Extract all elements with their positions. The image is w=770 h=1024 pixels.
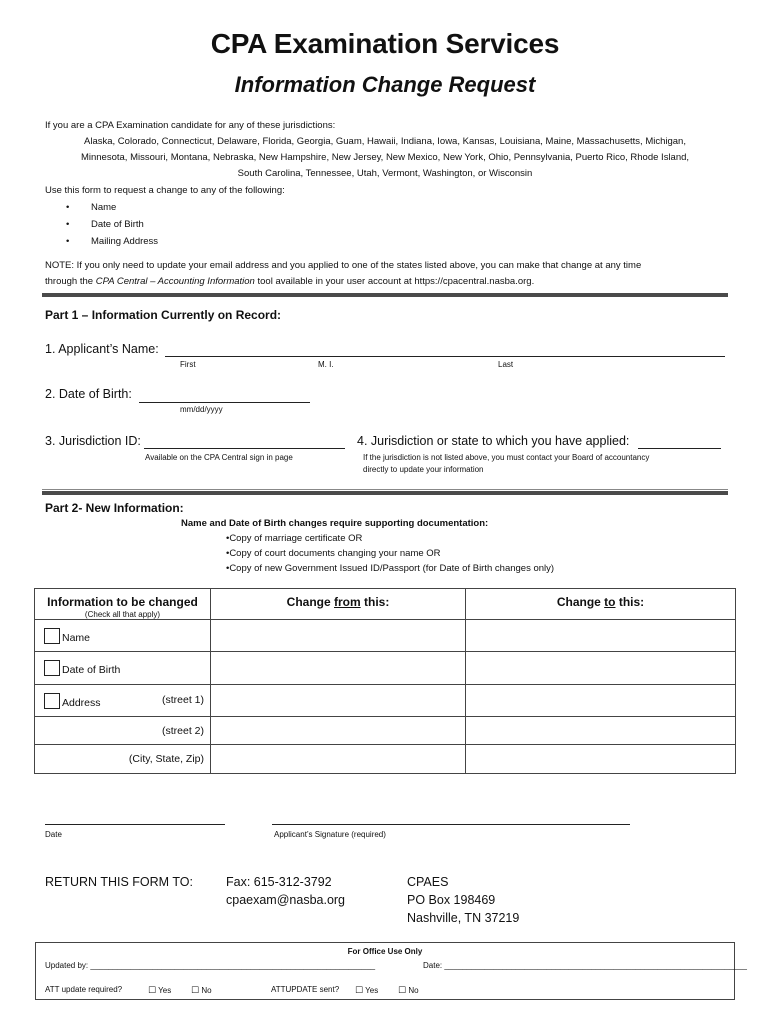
att-sent-no[interactable]: ☐ No — [398, 985, 419, 995]
jurisdiction-id-field[interactable] — [144, 435, 345, 449]
table-row — [35, 652, 736, 685]
col-header-to: Change to this: — [466, 589, 736, 620]
note-line-2: through the CPA Central – Accounting Information tool available in your user account at https://cpacentral.nasba.org. — [45, 276, 535, 287]
row-name-label: Name — [62, 631, 91, 644]
date-field[interactable] — [45, 813, 225, 825]
first-hint: First — [180, 360, 196, 369]
name-to-cell[interactable] — [466, 620, 736, 652]
jurisdiction-hint-1: If the jurisdiction is not listed above, you must contact your Board of accountancy — [363, 453, 650, 462]
jurisdiction-hint-2: directly to update your information — [363, 465, 484, 474]
row-address-cell — [35, 685, 211, 717]
checkbox-icon: ☐ — [191, 985, 200, 995]
intro-line: If you are a CPA Examination candidate for any of these jurisdictions: — [45, 120, 336, 131]
att-sent-yes[interactable]: ☐ Yes — [355, 985, 379, 995]
checkbox-icon: ☐ — [148, 985, 157, 995]
information-change-table — [34, 588, 736, 774]
city-from-cell[interactable] — [211, 745, 466, 774]
jurisdiction-id-hint: Available on the CPA Central sign in page — [145, 453, 293, 462]
name-from-cell[interactable] — [211, 620, 466, 652]
dob-field[interactable] — [139, 389, 310, 403]
row-name-cell — [35, 620, 211, 652]
office-use-heading: For Office Use Only — [347, 947, 423, 956]
row-address-label: Address — [62, 696, 101, 709]
updated-by-field[interactable]: Updated by: ________________________________________________________________ — [45, 961, 376, 970]
address-checkbox[interactable] — [44, 693, 60, 709]
return-label: RETURN THIS FORM TO: — [45, 875, 193, 889]
name-checkbox[interactable] — [44, 628, 60, 644]
office-use-box — [35, 942, 747, 1000]
doc-item-marriage: •Copy of marriage certificate OR — [226, 533, 363, 544]
part1-heading: Part 1 – Information Currently on Record: — [45, 308, 282, 322]
use-form-line: Use this form to request a change to any of the following: — [45, 185, 285, 196]
applicant-name-field[interactable] — [165, 343, 725, 357]
po-box: PO Box 198469 — [407, 893, 496, 907]
doc-item-court: •Copy of court documents changing your name OR — [226, 548, 441, 559]
city-state-zip: Nashville, TN 37219 — [407, 911, 520, 925]
last-hint: Last — [498, 360, 514, 369]
checkbox-icon: ☐ — [355, 985, 364, 995]
mi-hint: M. I. — [318, 360, 334, 369]
part2-heading: Part 2- New Information: — [45, 501, 184, 515]
applied-jurisdiction-label: 4. Jurisdiction or state to which you have applied: — [357, 434, 630, 448]
applied-jurisdiction-field[interactable] — [638, 435, 721, 449]
table-row — [35, 620, 736, 652]
jurisdiction-list-1: Alaska, Colorado, Connecticut, Delaware, Florida, Georgia, Guam, Hawaii, Indiana, Iowa, Kansas, Louisiana, Maine, Massachusetts, Michigan, — [84, 136, 686, 147]
street2-label: (street 2) — [35, 717, 211, 745]
org-name: CPAES — [407, 875, 449, 889]
dob-checkbox[interactable] — [44, 660, 60, 676]
col-header-from: Change from this: — [211, 589, 466, 620]
page-subtitle: Information Change Request — [234, 72, 536, 97]
city-to-cell[interactable] — [466, 745, 736, 774]
col-header-info: Information to be changed (Check all that apply) — [35, 589, 211, 620]
date-label: Date — [45, 830, 62, 839]
office-date-field[interactable]: Date: ____________________________________________________________________ — [423, 961, 747, 970]
dob-hint: mm/dd/yyyy — [180, 405, 223, 414]
bullet-address: • Mailing Address — [91, 236, 158, 247]
bullet-name: • Name — [91, 202, 116, 213]
table-row — [35, 717, 736, 745]
fax-number: Fax: 615-312-3792 — [226, 875, 332, 889]
documentation-heading: Name and Date of Birth changes require supporting documentation: — [181, 518, 489, 529]
street1-label: (street 1) — [161, 694, 204, 706]
email-address[interactable]: cpaexam@nasba.org — [226, 893, 346, 907]
applicant-name-label: 1. Applicant’s Name: — [45, 342, 159, 356]
city-label: (City, State, Zip) — [35, 745, 211, 774]
divider — [42, 491, 728, 495]
table-row — [35, 685, 736, 717]
bullet-dob: • Date of Birth — [91, 219, 144, 230]
jurisdiction-list-2: Minnesota, Missouri, Montana, Nebraska, New Hampshire, New Jersey, New Mexico, New York, Ohio, Pennsylvania, Puerto Rico, Rhode Island, — [80, 152, 690, 163]
dob-to-cell[interactable] — [466, 652, 736, 685]
divider — [42, 489, 728, 490]
divider — [42, 293, 728, 297]
checkbox-icon: ☐ — [398, 985, 407, 995]
dob-label: 2. Date of Birth: — [45, 387, 132, 401]
note-line-1: NOTE: If you only need to update your email address and you applied to one of the states listed above, you can make that change at any time — [45, 260, 642, 271]
jurisdiction-list-3: South Carolina, Tennessee, Utah, Vermont, Washington, or Wisconsin — [237, 168, 533, 179]
dob-from-cell[interactable] — [211, 652, 466, 685]
street2-to-cell[interactable] — [466, 717, 736, 745]
table-row — [35, 745, 736, 774]
street2-from-cell[interactable] — [211, 717, 466, 745]
signature-field[interactable] — [272, 813, 630, 825]
att-required-label: ATT update required? — [45, 985, 123, 994]
cpa-central-tool: CPA Central – Accounting Information — [95, 276, 255, 287]
att-sent-label: ATTUPDATE sent? — [271, 985, 340, 994]
page-title: CPA Examination Services — [210, 28, 560, 59]
row-dob-label: Date of Birth — [62, 664, 121, 676]
street1-to-cell[interactable] — [466, 685, 736, 717]
signature-label: Applicant’s Signature (required) — [274, 830, 386, 839]
att-required-yes[interactable]: ☐ Yes — [148, 985, 172, 995]
jurisdiction-id-label: 3. Jurisdiction ID: — [45, 434, 141, 448]
row-dob-cell — [35, 652, 211, 685]
att-required-no[interactable]: ☐ No — [191, 985, 212, 995]
doc-item-id: •Copy of new Government Issued ID/Passport (for Date of Birth changes only) — [226, 563, 555, 574]
street1-from-cell[interactable] — [211, 685, 466, 717]
